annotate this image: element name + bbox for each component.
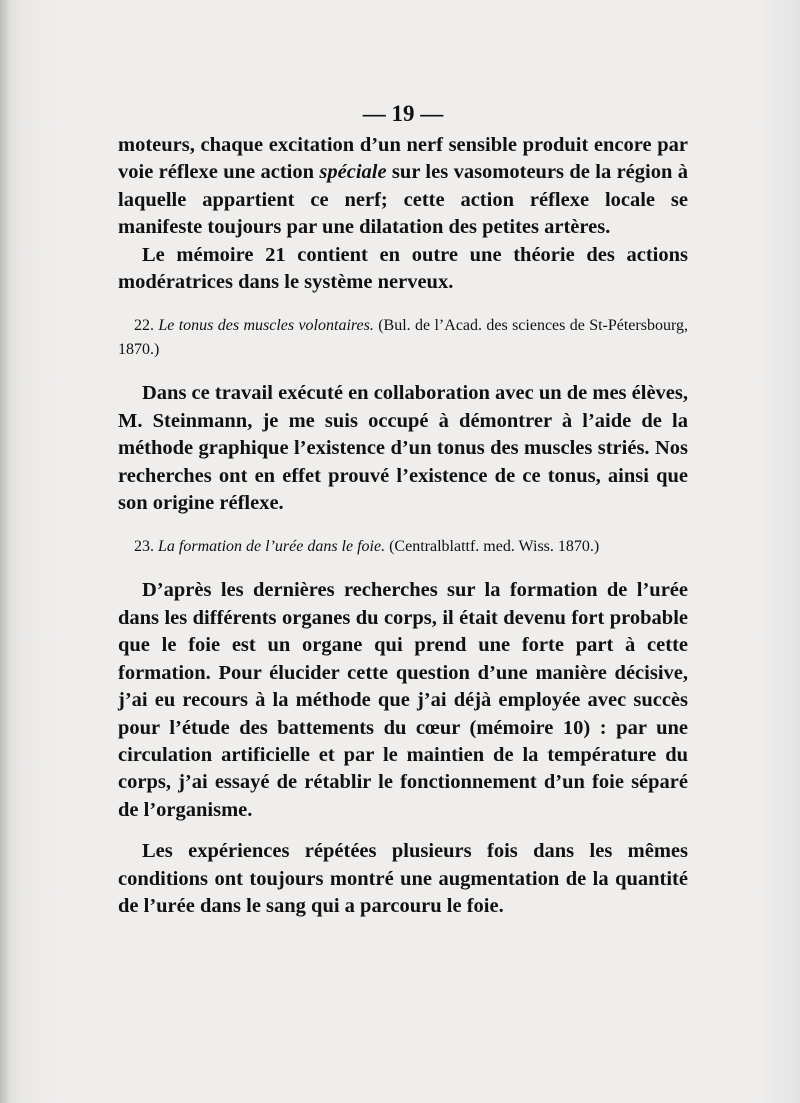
reference-source: (Bul. de l’Acad. des sciences de St-Pétersbourg, 1870.)	[118, 317, 688, 359]
paragraph-text: sur les vasomoteurs de la région à laquelle appartient ce nerf; cette action réflexe locale se manifeste toujours par une dilatation des petites artères.	[118, 161, 689, 239]
spacer	[118, 296, 688, 314]
spacer	[118, 824, 688, 838]
reference-title: Le tonus des muscles volontaires.	[158, 317, 374, 335]
reference-number: 22.	[134, 317, 159, 335]
spacer	[118, 517, 688, 535]
reference-source: (Centralblattf. med. Wiss. 1870.)	[385, 538, 600, 556]
paragraph-tonus-study: Dans ce travail exécuté en collaboration avec un de mes élèves, M. Steinmann, je me suis occupé à démontrer à l’aide de la méthode graphique l’existence d’un tonus des muscles striés. Nos recherches ont en effet prouvé l’existence de ce tonus, ainsi que son origine réflexe.	[118, 382, 688, 515]
paragraph-uree-formation: D’après les dernières recherches sur la formation de l’urée dans les différents organes du corps, il était devenu fort probable que le foie est un organe qui prend une forte part à cette formation. Pour élucider cette question d’une manière décisive, j’ai eu recours à la méthode que j’ai déjà employée avec succès pour l’étude des battements du cœur (mémoire 10) : par une circulation artificielle et par le maintien de la température du corps, j’ai essayé de rétablir le fonctionnement d’un foie séparé de l’organisme.	[118, 579, 688, 821]
emphasized-word: spéciale	[319, 161, 387, 184]
page-gutter-shadow	[0, 0, 10, 1103]
reference-title: La formation de l’urée dans le foie.	[158, 538, 386, 556]
spacer	[118, 362, 688, 380]
paragraph-memoire-21: Le mémoire 21 contient en outre une théorie des actions modératrices dans le système nerveux.	[118, 243, 688, 294]
spacer	[118, 559, 688, 577]
paragraph-text: moteurs, chaque excitation d’un nerf sensible produit encore par voie réflexe une action	[118, 134, 688, 184]
page-content	[118, 96, 688, 920]
page-number: — 19 —	[362, 101, 444, 126]
reference-23	[118, 535, 688, 559]
reference-number: 23.	[134, 538, 158, 556]
reference-22	[118, 314, 688, 362]
paragraph-vasomotor-reflex	[118, 132, 688, 242]
paragraph-experiments-results: Les expériences répétées plusieurs fois dans les mêmes conditions ont toujours montré une augmentation de la quantité de l’urée dans le sang qui a parcouru le foie.	[118, 840, 688, 917]
